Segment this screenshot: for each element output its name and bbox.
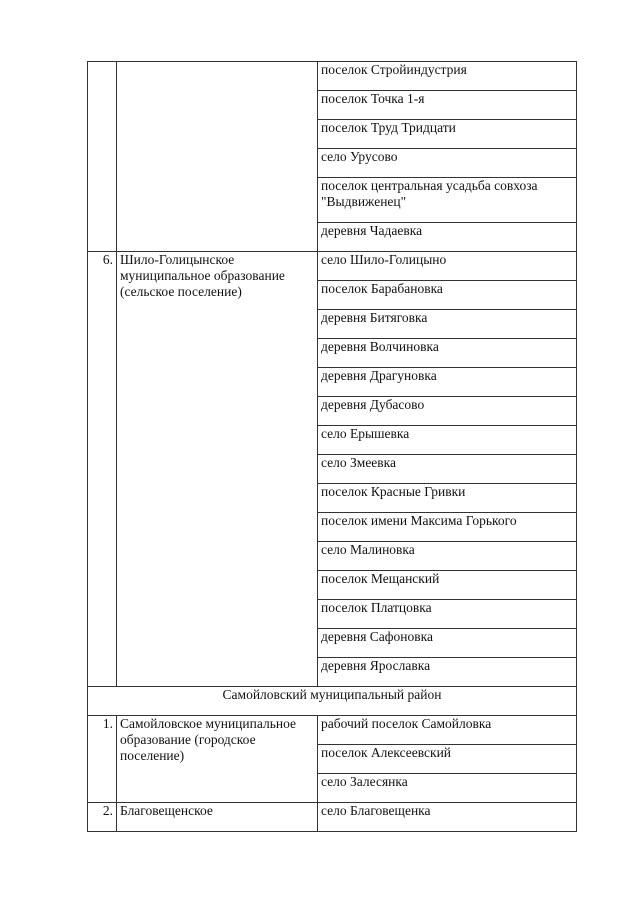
settlement-cell: деревня Сафоновка <box>318 629 577 658</box>
settlement-cell: село Урусово <box>318 149 577 178</box>
table-row <box>88 716 577 745</box>
settlement-cell: деревня Ярославка <box>318 658 577 687</box>
settlement-cell: деревня Битяговка <box>318 310 577 339</box>
settlement-cell: село Малиновка <box>318 542 577 571</box>
settlement-cell: рабочий поселок Самойловка <box>318 716 577 745</box>
row-number-cell: 2. <box>88 803 117 832</box>
settlement-cell: поселок Точка 1-я <box>318 91 577 120</box>
settlement-cell: поселок Алексеевский <box>318 745 577 774</box>
municipality-name-cell: Шило-Голицынское муниципальное образование (сельское поселение) <box>117 252 318 687</box>
table-row <box>88 803 577 832</box>
municipality-name-cell: Благовещенское <box>117 803 318 832</box>
municipality-name-cell <box>117 62 318 252</box>
row-number-cell: 6. <box>88 252 117 687</box>
municipality-name-cell: Самойловское муниципальное образование (городское поселение) <box>117 716 318 803</box>
district-heading-row <box>88 687 577 716</box>
settlement-cell: поселок имени Максима Горького <box>318 513 577 542</box>
settlement-cell: поселок Барабановка <box>318 281 577 310</box>
row-number-cell: 1. <box>88 716 117 803</box>
settlement-cell: село Шило-Голицыно <box>318 252 577 281</box>
settlement-cell: село Залесянка <box>318 774 577 803</box>
settlement-cell: поселок Красные Гривки <box>318 484 577 513</box>
settlement-cell: поселок Стройиндустрия <box>318 62 577 91</box>
settlements-table <box>87 61 577 832</box>
settlement-cell: село Змеевка <box>318 455 577 484</box>
settlement-cell: село Благовещенка <box>318 803 577 832</box>
district-heading: Самойловский муниципальный район <box>88 687 577 716</box>
settlement-cell: село Ерышевка <box>318 426 577 455</box>
settlement-cell: поселок Платцовка <box>318 600 577 629</box>
settlement-cell: поселок Труд Тридцати <box>318 120 577 149</box>
settlement-cell: поселок Мещанский <box>318 571 577 600</box>
settlement-cell: деревня Драгуновка <box>318 368 577 397</box>
table-row <box>88 252 577 281</box>
settlement-cell: деревня Волчиновка <box>318 339 577 368</box>
settlement-cell: деревня Дубасово <box>318 397 577 426</box>
settlement-cell: поселок центральная усадьба совхоза "Выдвиженец" <box>318 178 577 223</box>
row-number-cell <box>88 62 117 252</box>
table-row <box>88 62 577 91</box>
settlement-cell: деревня Чадаевка <box>318 223 577 252</box>
